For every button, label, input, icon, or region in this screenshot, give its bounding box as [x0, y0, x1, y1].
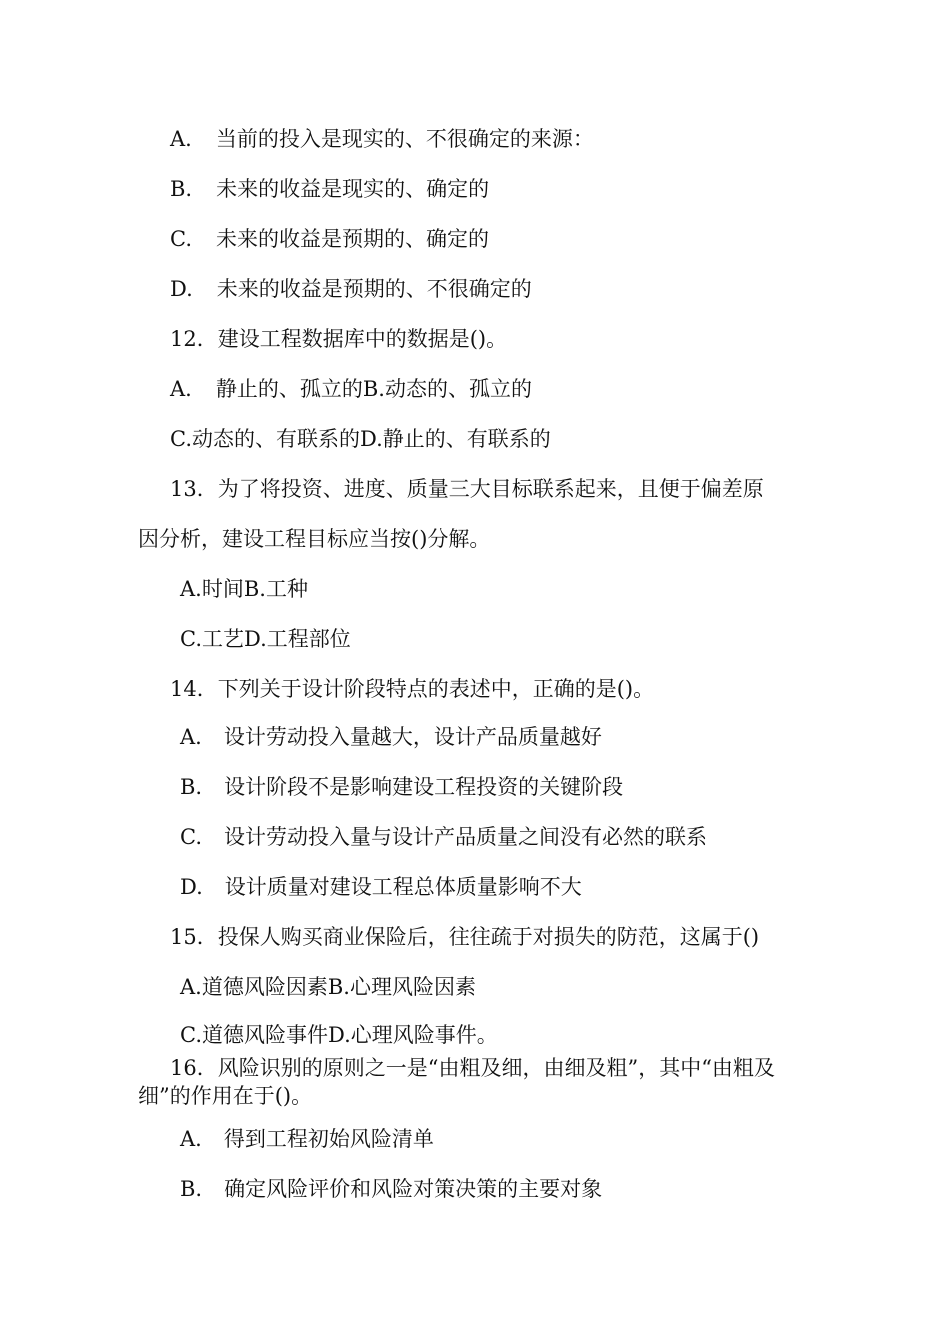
q13-stem-line1: 13．为了将投资、进度、质量三大目标联系起来，且便于偏差原 — [170, 477, 764, 501]
option-text: 未来的收益是现实的、确定的 — [216, 177, 490, 201]
option-text: 设计劳动投入量越大，设计产品质量越好 — [223, 725, 602, 749]
q14-option-a — [180, 724, 602, 750]
option-text: 当前的投入是现实的、不很确定的来源： — [215, 127, 594, 151]
option-letter: A. — [180, 1127, 202, 1151]
q15-option-cd: C.道德风险事件D.心理风险事件。 — [180, 1023, 498, 1047]
q11-option-a — [170, 126, 594, 152]
option-text: 未来的收益是预期的、不很确定的 — [216, 277, 532, 301]
q14-stem: 14．下列关于设计阶段特点的表述中，正确的是()。 — [170, 677, 655, 701]
option-letter: A. — [170, 127, 192, 151]
option-text: 得到工程初始风险清单 — [223, 1127, 434, 1151]
option-letter: C. — [170, 227, 192, 251]
q15-stem: 15．投保人购买商业保险后，往往疏于对损失的防范，这属于() — [170, 925, 760, 949]
option-text: 确定风险评价和风险对策决策的主要对象 — [224, 1177, 603, 1201]
q16-option-b — [180, 1176, 602, 1202]
option-letter: D. — [180, 875, 203, 899]
q14-option-b — [180, 774, 623, 800]
q12-option-ab — [170, 376, 532, 402]
q11-option-b — [170, 176, 489, 202]
q16-option-a — [180, 1126, 434, 1152]
option-letter: A. — [180, 725, 202, 749]
option-letter: D. — [170, 277, 193, 301]
option-letter: B. — [180, 1177, 203, 1201]
q12-option-cd: C.动态的、有联系的D.静止的、有联系的 — [170, 427, 551, 451]
q11-option-c — [170, 226, 489, 252]
option-letter: C. — [180, 825, 202, 849]
q13-option-ab: A.时间B.工种 — [180, 577, 308, 601]
option-text: 设计阶段不是影响建设工程投资的关键阶段 — [224, 775, 624, 799]
q12-stem: 12．建设工程数据库中的数据是()。 — [170, 327, 508, 351]
option-letter: A. — [170, 377, 192, 401]
option-text: 未来的收益是预期的、确定的 — [216, 227, 489, 251]
q13-stem-line2: 因分析，建设工程目标应当按()分解。 — [138, 527, 491, 551]
option-letter: B. — [180, 775, 203, 799]
option-text: 静止的、孤立的B.动态的、孤立的 — [215, 377, 532, 401]
q16-stem-line2: 细”的作用在于()。 — [138, 1084, 313, 1108]
q14-option-d — [180, 874, 582, 900]
option-text: 设计劳动投入量与设计产品质量之间没有必然的联系 — [224, 825, 707, 849]
q11-option-d — [170, 276, 532, 302]
q14-option-c — [180, 824, 707, 850]
q13-option-cd: C.工艺D.工程部位 — [180, 627, 351, 651]
option-letter: B. — [170, 177, 193, 201]
q16-stem-line1: 16．风险识别的原则之一是“由粗及细，由细及粗”，其中“由粗及 — [170, 1056, 775, 1080]
q15-option-ab: A.道德风险因素B.心理风险因素 — [180, 975, 476, 999]
option-text: 设计质量对建设工程总体质量影响不大 — [224, 875, 582, 899]
